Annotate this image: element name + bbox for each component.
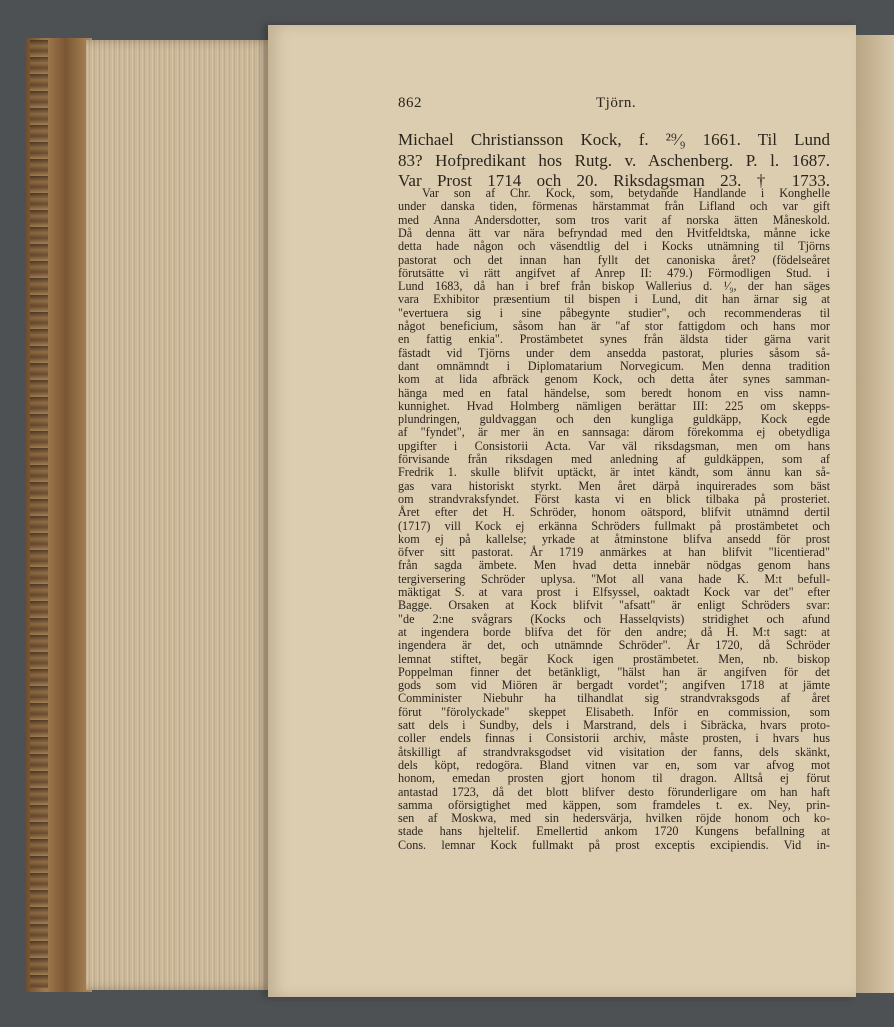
- page-header: [398, 95, 830, 115]
- facing-page-edge: [856, 35, 894, 993]
- body-line: Comminister Niebuhr ha tilhandlat sig strandvraksgods af året: [398, 691, 830, 706]
- body-line: kom at lida afbräck genom Kock, och detta åter synes samman-: [398, 372, 830, 387]
- body-line: Fredrik 1. skulle blifvit uptäckt, är intet kändt, som ännu kan så-: [398, 465, 830, 480]
- body-line: detta hade någon och väsendtlig del i Kocks utnämning til Tjörns: [398, 239, 830, 254]
- body-line: från sagda ämbete. Men hvad detta innebär nödgas genom hans: [398, 558, 830, 573]
- body-line: förutsätte vi rätt angifvet af Anrep II: 479.) Förmodligen Stud. i: [398, 265, 830, 280]
- body-line: hänga med en fatal händelse, som beredt honom en viss namn-: [398, 385, 830, 400]
- body-line: Bagge. Orsaken at Kock blifvit "afsatt" är enligt Schröders svar:: [398, 598, 830, 613]
- body-line: åtskilligt af strandvraksgodset vid visitation der fanns, dels skänkt,: [398, 744, 830, 759]
- body-line: Året efter det H. Schröder, honom oätspord, blifvit utnämnd dertil: [398, 505, 830, 520]
- body-line: fästadt vid Tjörns under dem ansedda pastorat, pluries såsom så-: [398, 345, 830, 360]
- page-number: 862: [398, 95, 422, 111]
- body-line: något beneficium, såsom han är "af stor fattigdom och hans mor: [398, 319, 830, 333]
- body-line: tergiversering Schröder uplysa. "Mot all vana hade K. M:t befull-: [398, 571, 830, 586]
- lead-line: 83? Hofpredikant hos Rutg. v. Aschenberg. P. l. 1687.: [398, 150, 830, 170]
- body-line: samma oförsigtighet med käppen, som framdeles t. ex. Ney, prin-: [398, 797, 830, 812]
- lead-line: Michael Christiansson Kock, f. ²⁹⁄₉ 1661. Til Lund: [398, 130, 830, 149]
- body-line: förut "förolyckade" skeppet Elisabeth. Inför en commission, som: [398, 704, 830, 719]
- body-line: förvisande från riksdagen med anledning af guldkäppen, som af: [398, 452, 830, 466]
- marbled-cover-edge: [30, 40, 48, 988]
- body-line: under danska tiden, förmenas härstammat från Lifland och var gift: [398, 199, 830, 214]
- body-line: honom, emedan prosten gjort honom til dragon. Alltså ej förut: [398, 771, 830, 786]
- body-line: gods som vid Miören är bergadt vordet"; angifven 1718 at jämte: [398, 678, 830, 693]
- body-line: coller endels finnas i Consistorii archiv, måste prosten, i hvars hus: [398, 731, 830, 746]
- body-line: antastad 1723, då det blott blifver desto förunderligare om han haft: [398, 784, 830, 799]
- page-stack: [86, 40, 274, 990]
- body-line: dant omnämndt i Diplomatarium Norvegicum. Men denna tradition: [398, 358, 830, 373]
- body-line: plundringen, guldvaggan och den kungliga guldkäpp, Kock egde: [398, 412, 830, 427]
- body-line: sen af Moskwa, med sin hedersvärja, hvilken röjde honom och ko-: [398, 811, 830, 826]
- body-line: satt dels i Sundby, dels i Marstrand, dels i Sibräcka, hvars proto-: [398, 718, 830, 732]
- lead-line: Var Prost 1714 och 20. Riksdagsman 23. † 1733.: [398, 171, 830, 190]
- body-line: lemnat stiftet, begär Kock igen prostämbetet. Men, nb. biskop: [398, 651, 830, 666]
- body-line: kom ej på kallelse; yrkade at åtminstone blifva ansedd för prost: [398, 531, 830, 546]
- body-line: "evertuera sig i sine påbegynte studier", och recommenderas til: [398, 305, 830, 320]
- body-line: gas vara historiskt styrkt. Men året därpå inquirerades som bäst: [398, 478, 830, 493]
- body-line: Cons. lemnar Kock fullmakt på prost exceptis excipiendis. Vid in-: [398, 837, 830, 852]
- body-line: om strandvraksfyndet. Först kasta vi en blick tilbaka på prosteriet.: [398, 491, 830, 506]
- body-line: öfver sitt pastorat. År 1719 anmärkes at han blifvit "licentierad": [398, 545, 830, 560]
- body-line: Lund 1683, då han i bref från biskop Wallerius d. ¹⁄₉, der han säges: [398, 279, 830, 294]
- body-line: mäktigat S. at vara prost i Elfsyssel, oaktadt Kock var det" efter: [398, 585, 830, 599]
- body-line: Var son af Chr. Kock, som, betydande Handlande i Konghelle: [422, 186, 830, 200]
- body-line: ingendera är det, och utnämnde Schröder". År 1720, då Schröder: [398, 638, 830, 653]
- body-line: med Anna Andersdotter, som tros varit af norska ätten Måneskold.: [398, 212, 830, 227]
- body-line: upgifter i Consistorii Acta. Var väl riksdagsman, men om hans: [398, 438, 830, 453]
- body-line: at ingendera borde blifva det för den andre; då H. M:t sagt: at: [398, 624, 830, 639]
- body-line: "de 2:ne svågrars (Kocks och Hasselqvists) stridighet och afund: [398, 611, 830, 626]
- running-title: Tjörn.: [596, 95, 637, 111]
- body-line: pastorat och det innan han fyllt det canoniska året? (födelseåret: [398, 252, 830, 267]
- body-line: (1717) vill Kock ej erkänna Schröders fullmakt på prostämbetet och: [398, 518, 830, 533]
- body-line: kunnighet. Hvad Holmberg nämligen berättar III: 225 om skepps-: [398, 398, 830, 413]
- body-line: dels köpt, redogöra. Bland vitnen var en, som var afvog mot: [398, 757, 830, 772]
- body-line: Poppelman finner det betänkligt, "hälst han är angifven för det: [398, 664, 830, 679]
- body-line: stade hans hjeltelif. Emellertid ankom 1720 Kungens befallning at: [398, 824, 830, 839]
- body-line: af "fyndet", är mer än en sannsaga: därom förekomma ej obetydliga: [398, 425, 830, 440]
- body-line: en fattig enkia". Prostämbetet synes från äldsta tider gärna varit: [398, 332, 830, 347]
- body-line: vara Exhibitor præsentium til bispen i Lund, dit han ärnar sig at: [398, 292, 830, 307]
- body-line: Då denna ätt var nära befryndad med den Hvitfeldtska, månne icke: [398, 225, 830, 240]
